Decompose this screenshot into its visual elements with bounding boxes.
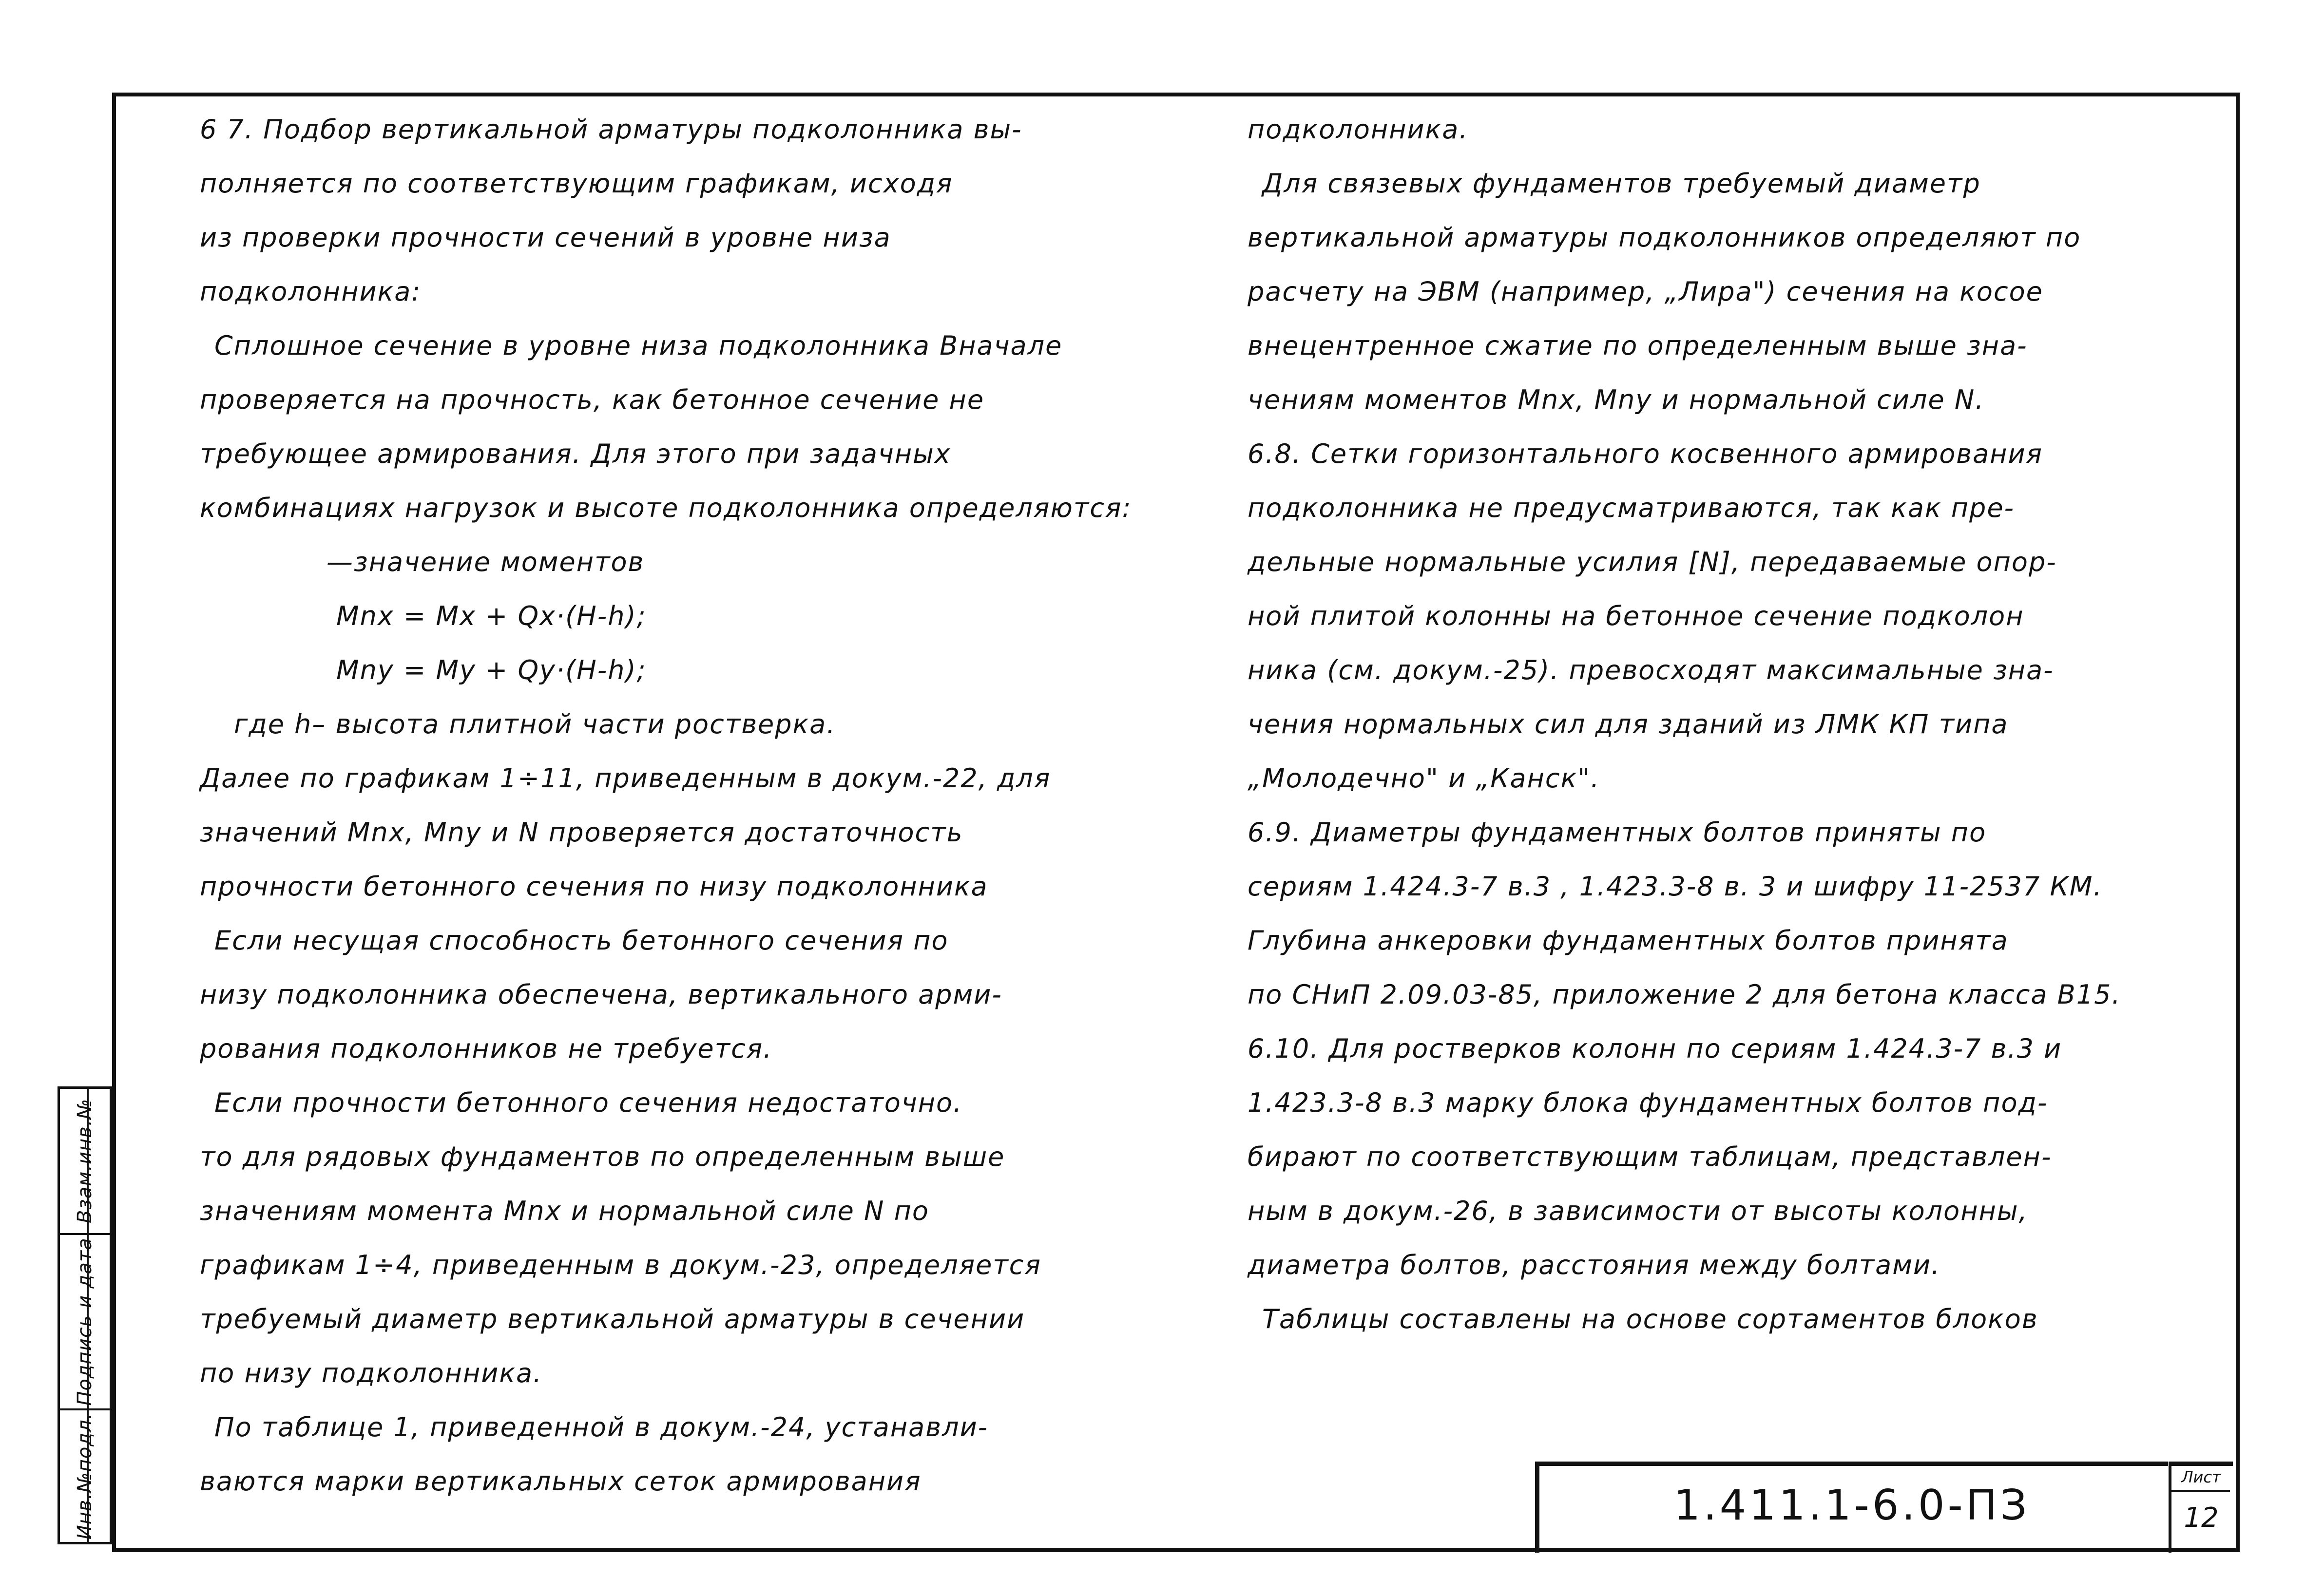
formula-line: Mny = My + Qy·(H-h); [336, 655, 647, 685]
text-line: „Молодечно" и „Канск". [1248, 763, 1600, 794]
signature-date-label: Подпись и дата [74, 1237, 96, 1406]
text-line: ной плитой колонны на бетонное сечение подколон [1248, 601, 2024, 631]
right-text-column [1248, 102, 2203, 1346]
signature-date-cell [60, 1235, 110, 1410]
text-line: Если несущая способность бетонного сечения по [214, 925, 949, 956]
text-line: то для рядовых фундаментов по определенным выше [200, 1141, 1005, 1172]
text-line: вертикальной арматуры подколонников определяют по [1248, 222, 2081, 253]
sheet-number: 12 [2184, 1502, 2219, 1534]
text-line: Сплошное сечение в уровне низа подколонника Вначале [214, 330, 1063, 361]
inv-original-cell [60, 1410, 110, 1542]
text-line: диаметра болтов, расстояния между болтами. [1248, 1250, 1941, 1280]
inv-original-label: Инв.№подл. [74, 1412, 96, 1540]
text-line: ника (см. докум.-25). превосходят максимальные зна- [1248, 655, 2054, 685]
text-line: низу подколонника обеспечена, вертикального арми- [200, 979, 1002, 1010]
text-line: требуемый диаметр вертикальной арматуры в сечении [200, 1304, 1025, 1334]
text-line: 6.8. Сетки горизонтального косвенного армирования [1248, 438, 2043, 469]
text-line: графикам 1÷4, приведенным в докум.-23, определяется [200, 1250, 1041, 1280]
text-line: внецентренное сжатие по определенным выше зна- [1248, 330, 2028, 361]
text-line: Если прочности бетонного сечения недостаточно. [214, 1087, 963, 1118]
text-line: подколонника: [200, 276, 422, 307]
text-line: где h– высота плитной части ростверка. [234, 709, 836, 740]
inv-replacement-label: Взам.инв.№ [74, 1098, 96, 1224]
sheet-label: Лист [2181, 1468, 2221, 1486]
approval-sidebar [58, 1086, 112, 1544]
text-line: Далее по графикам 1÷11, приведенным в докум.-22, для [200, 763, 1051, 794]
text-line: рования подколонников не требуется. [200, 1033, 773, 1064]
text-line: значениям момента Mnx и нормальной силе N по [200, 1196, 929, 1226]
text-line: по СНиП 2.09.03-85, приложение 2 для бетона класса В15. [1248, 979, 2121, 1010]
text-line: по низу подколонника. [200, 1358, 543, 1388]
text-line: 6 7. Подбор вертикальной арматуры подколонника вы- [200, 114, 1022, 145]
text-line: прочности бетонного сечения по низу подколонника [200, 871, 988, 902]
text-line: —значение моментов [327, 547, 645, 577]
text-line: значений Mnx, Mny и N проверяется достаточность [200, 817, 963, 848]
text-line: бирают по соответствующим таблицам, представлен- [1248, 1141, 2052, 1172]
text-line: чениям моментов Mnx, Mny и нормальной силе N. [1248, 384, 1985, 415]
document-code: 1.411.1-6.0-ПЗ [1673, 1481, 2030, 1530]
text-line: 6.9. Диаметры фундаментных болтов приняты по [1248, 817, 1987, 848]
inv-replacement-cell [60, 1089, 110, 1235]
text-line: Глубина анкеровки фундаментных болтов принята [1248, 925, 2009, 956]
text-line: ваются марки вертикальных сеток армирования [200, 1466, 922, 1497]
text-line: комбинациях нагрузок и высоте подколонника определяются: [200, 493, 1132, 523]
text-line: полняется по соответствующим графикам, исходя [200, 168, 953, 199]
text-line: подколонника. [1248, 114, 1469, 145]
text-line: подколонника не предусматриваются, так как пре- [1248, 493, 2015, 523]
text-line: из проверки прочности сечений в уровне низа [200, 222, 891, 253]
text-line: сериям 1.424.3-7 в.3 , 1.423.3-8 в. 3 и шифру 11-2537 КМ. [1248, 871, 2103, 902]
text-line: Таблицы составлены на основе сортаментов блоков [1262, 1304, 2038, 1334]
text-line: 6.10. Для ростверков колонн по сериям 1.424.3-7 в.3 и [1248, 1033, 2062, 1064]
sheet-number-divider [2171, 1490, 2230, 1492]
left-text-column [200, 102, 1155, 1508]
text-line: ным в докум.-26, в зависимости от высоты колонны, [1248, 1196, 2028, 1226]
text-line: Для связевых фундаментов требуемый диаметр [1262, 168, 1981, 199]
text-line: 1.423.3-8 в.3 марку блока фундаментных болтов под- [1248, 1087, 2048, 1118]
text-line: требующее армирования. Для этого при задачных [200, 438, 951, 469]
text-line: дельные нормальные усилия [N], передаваемые опор- [1248, 547, 2057, 577]
text-line: чения нормальных сил для зданий из ЛМК КП типа [1248, 709, 2009, 740]
text-line: расчету на ЭВМ (например, „Лира") сечения на косое [1248, 276, 2043, 307]
text-line: По таблице 1, приведенной в докум.-24, устанавли- [214, 1412, 989, 1443]
formula-line: Mnx = Mx + Qx·(H-h); [336, 601, 647, 631]
text-line: проверяется на прочность, как бетонное сечение не [200, 384, 985, 415]
